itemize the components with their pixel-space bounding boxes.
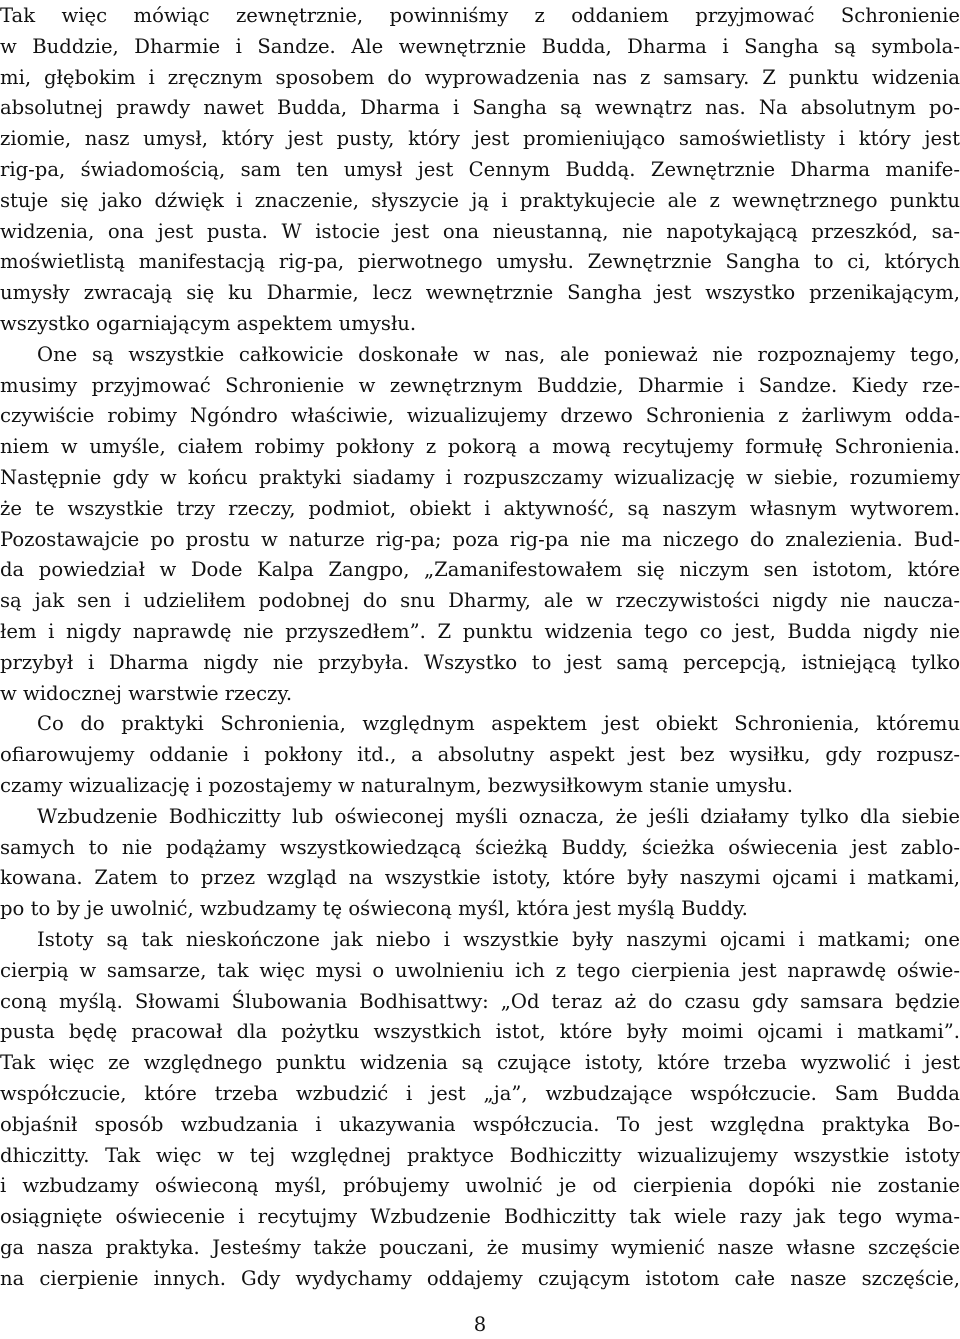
text-line: samych to nie podążamy wszystkowiedzącą ścieżką Buddy, ścieżka oświecenia jest zablo- bbox=[0, 835, 960, 859]
text-line: One są wszystkie całkowicie doskonałe w nas, ale ponieważ nie rozpoznajemy tego, bbox=[37, 342, 960, 366]
text-line: mi, głębokim i zręcznym sposobem do wyprowadzenia nas z samsary. Z punktu widzenia bbox=[0, 65, 960, 89]
text-line: na cierpienie innych. Gdy wydychamy oddajemy czującym istotom całe nasze szczęście, bbox=[0, 1266, 960, 1290]
text-line: Istoty są tak nieskończone jak niebo i wszystkie były naszymi ojcami i matkami; one bbox=[37, 928, 960, 951]
text-line: umysły zwracają się ku Dharmie, lecz wewnętrznie Sangha jest wszystko przenikającym, bbox=[0, 281, 960, 305]
text-line: Tak więc ze względnego punktu widzenia są czujące istoty, które trzeba wyzwolić i jest bbox=[0, 1051, 960, 1075]
text-line: coną myślą. Słowami Ślubowania Bodhisattwy: „Od teraz aż do czasu gdy samsara będzie bbox=[0, 989, 960, 1013]
text-line: Wzbudzenie Bodhiczitty lub oświeconej myśli oznacza, że jeśli działamy tylko dla siebie bbox=[37, 804, 960, 828]
text-line: stuje się jako dźwięk i znaczenie, słyszycie ją i praktykujecie ale z wewnętrznego punktu bbox=[0, 188, 960, 212]
text-line: objaśnił sposób wzbudzania i ukazywania współczucia. To jest względna praktyka Bo- bbox=[0, 1112, 960, 1136]
text-line: są jak sen i udzieliłem podobnej do snu Dharmy, ale w rzeczywistości nigdy nie naucza- bbox=[0, 589, 960, 613]
text-line: pusta będę pracował dla pożytku wszystkich istot, które były moimi ojcami i matkami”. bbox=[0, 1020, 960, 1044]
text-line: w widocznej warstwie rzeczy. bbox=[0, 681, 293, 705]
text-line: przybył i Dharma nigdy nie przybyła. Wszystko to jest samą percepcją, istniejącą tylko bbox=[0, 650, 960, 674]
text-line: czywiście robimy Ngóndro właściwie, wizualizujemy drzewo Schronienia z żarliwym odda- bbox=[0, 404, 960, 428]
text-line: łem i nigdy naprawdę nie przyszedłem”. Z punktu widzenia tego co jest, Budda nigdy nie bbox=[0, 620, 960, 643]
text-line: ga nasza praktyka. Jesteśmy także pouczani, że musimy wymienić nasze własne szczęście bbox=[0, 1236, 960, 1259]
text-line: kowana. Zatem to przez wzgląd na wszystkie istoty, które były naszymi ojcami i matkami, bbox=[0, 866, 960, 890]
text-line: niem w umyśle, ciałem robimy pokłony z pokorą a mową recytujemy formułę Schronienia. bbox=[0, 435, 960, 459]
text-line: Tak więc mówiąc zewnętrznie, powinniśmy z oddaniem przyjmować Schronienie bbox=[0, 4, 960, 27]
text-line: moświetlistą manifestacją rig-pa, pierwotnego umysłu. Zewnętrznie Sangha to ci, których bbox=[0, 250, 960, 274]
text-line: rig-pa, świadomością, sam ten umysł jest Cennym Buddą. Zewnętrznie Dharma manife- bbox=[0, 158, 960, 181]
text-line: cierpią w samsarze, tak więc mysi o uwolnieniu ich z tego cierpienia jest naprawdę oświe- bbox=[0, 958, 960, 982]
text-line: w Buddzie, Dharmie i Sandze. Ale wewnętrznie Budda, Dharma i Sangha są symbola- bbox=[0, 34, 960, 58]
text-line: że te wszystkie trzy rzeczy, podmiot, obiekt i aktywność, są naszym własnym wytworem. bbox=[0, 496, 960, 520]
text-line: Co do praktyki Schronienia, względnym aspektem jest obiekt Schronienia, któremu bbox=[37, 712, 960, 736]
text-line: i wzbudzamy oświeconą myśl, próbujemy uwolnić je od cierpienia dopóki nie zostanie bbox=[0, 1174, 960, 1198]
text-line: ofiarowujemy oddanie i pokłony itd., a absolutny aspekt jest bez wysiłku, gdy rozpusz- bbox=[0, 743, 960, 767]
page-number: 8 bbox=[473, 1313, 487, 1336]
text-line: wszystko ogarniającym aspektem umysłu. bbox=[0, 312, 417, 335]
text-line: osiągnięte oświecenie i recytujmy Wzbudzenie Bodhiczitty tak wiele razy jak tego wyma- bbox=[0, 1205, 960, 1229]
text-line: po to by je uwolnić, wzbudzamy tę oświeconą myśl, która jest myślą Buddy. bbox=[0, 897, 748, 921]
text-line: dhiczitty. Tak więc w tej względnej praktyce Bodhiczitty wizualizujemy wszystkie istoty bbox=[0, 1143, 960, 1167]
text-line: musimy przyjmować Schronienie w zewnętrznym Buddzie, Dharmie i Sandze. Kiedy rze- bbox=[0, 373, 960, 397]
text-line: absolutnej prawdy nawet Budda, Dharma i Sangha są wewnątrz nas. Na absolutnym po- bbox=[0, 96, 960, 120]
text-line: czamy wizualizację i pozostajemy w naturalnym, bezwysiłkowym stanie umysłu. bbox=[0, 774, 794, 797]
text-line: widzenia, ona jest pusta. W istocie jest ona nieustanną, nie napotykającą przeszkód, sa- bbox=[0, 219, 960, 243]
text-line: da powiedział w Dode Kalpa Zangpo, „Zamanifestowałem się niczym sen istotom, które bbox=[0, 558, 960, 582]
text-line: Następnie gdy w końcu praktyki siadamy i rozpuszczamy wizualizację w siebie, rozumiemy bbox=[0, 466, 960, 489]
text-line: Pozostawajcie po prostu w naturze rig-pa; poza rig-pa nie ma niczego do znalezienia. Bud- bbox=[0, 527, 960, 551]
text-line: współczucie, które trzeba wzbudzić i jest „ja”, wzbudzające współczucie. Sam Budda bbox=[0, 1082, 960, 1105]
text-line: ziomie, nasz umysł, który jest pusty, który jest promieniująco samoświetlisty i który jest bbox=[0, 127, 960, 151]
